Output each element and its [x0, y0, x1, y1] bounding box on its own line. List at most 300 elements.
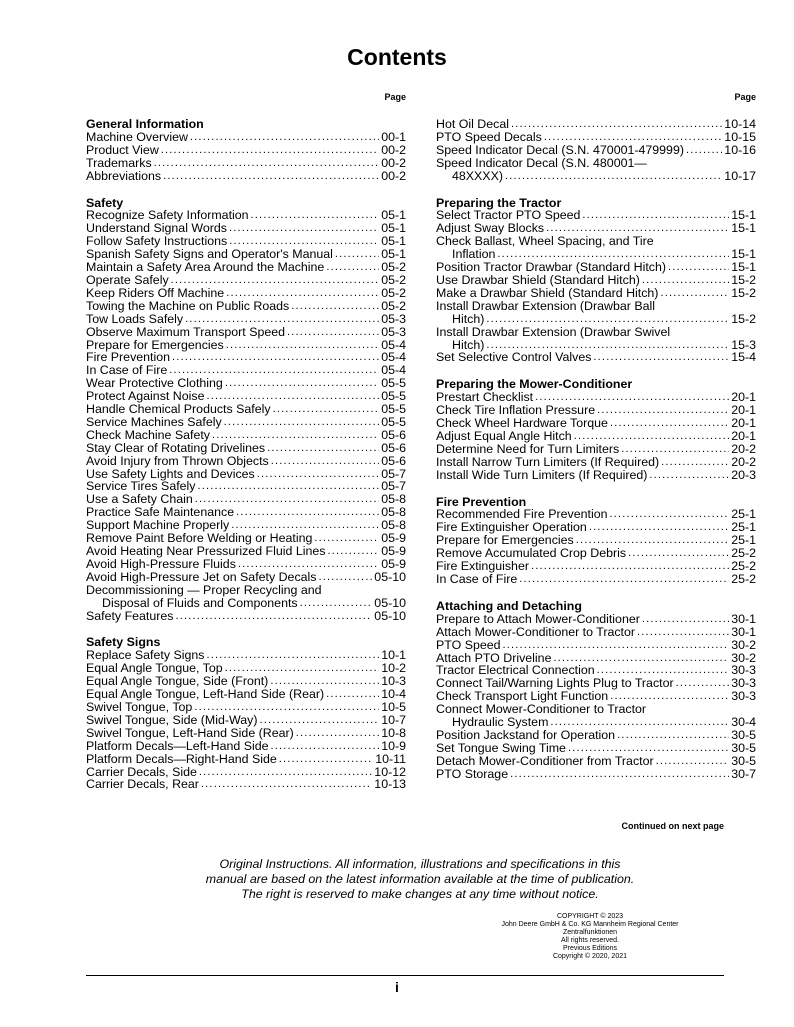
- entry-page: 20-1: [731, 403, 756, 418]
- entry-page: 30-7: [731, 766, 756, 781]
- entry-page: 10-14: [724, 117, 756, 131]
- toc-entry[interactable]: [436, 469, 756, 482]
- dot-leader: [251, 209, 380, 222]
- entry-title: Observe Maximum Transport Speed: [86, 324, 286, 339]
- entry-title: Adjust Sway Blocks: [436, 221, 545, 236]
- dot-leader: [642, 613, 729, 626]
- entry-page: 00-2: [381, 142, 406, 157]
- entry-title: Adjust Equal Angle Hitch: [436, 428, 572, 443]
- entry-page: 25-1: [731, 533, 756, 548]
- copyright-line: COPYRIGHT © 2023: [556, 913, 624, 920]
- entry-page: 20-2: [731, 454, 756, 469]
- toc-entry[interactable]: [86, 131, 406, 144]
- dot-leader: [319, 571, 373, 584]
- entry-title: Check Ballast, Wheel Spacing, and Tire: [436, 234, 654, 249]
- toc-entry[interactable]: [86, 571, 406, 584]
- dot-leader: [617, 729, 729, 742]
- entry-page: 05-4: [381, 350, 406, 365]
- entry-page: 10-16: [724, 142, 756, 157]
- dot-leader: [238, 558, 379, 571]
- entry-page: 00-2: [381, 168, 406, 183]
- entry-title: Platform Decals—Right-Hand Side: [86, 751, 277, 766]
- entry-title: Install Drawbar Extension (Drawbar Ball: [436, 298, 655, 313]
- dot-leader: [637, 626, 729, 639]
- entry-page: 15-1: [731, 260, 756, 275]
- dot-leader: [226, 339, 379, 352]
- entry-title: Carrier Decals, Side: [86, 764, 197, 779]
- entry-page: 05-2: [381, 298, 406, 313]
- entry-title: Protect Against Noise: [86, 389, 205, 404]
- entry-page: 30-2: [731, 637, 756, 652]
- entry-page: 10-5: [381, 699, 406, 714]
- entry-title: Set Selective Control Valves: [436, 350, 592, 365]
- toc-entry[interactable]: [86, 429, 406, 442]
- entry-title: Check Wheel Hardware Torque: [436, 416, 608, 431]
- dot-leader: [582, 209, 729, 222]
- entry-page: 05-9: [381, 544, 406, 558]
- entry-page: 05-3: [381, 324, 406, 339]
- entry-title: Make a Drawbar Shield (Standard Hitch): [436, 285, 659, 300]
- entry-page: 15-1: [731, 221, 756, 236]
- entry-page: 10-3: [381, 674, 406, 689]
- dot-leader: [686, 144, 722, 157]
- entry-title: Speed Indicator Decal (S.N. 480001—: [436, 155, 647, 170]
- entry-page: 30-5: [731, 753, 756, 768]
- toc-section: [436, 496, 756, 586]
- toc-entry[interactable]: [436, 144, 756, 157]
- dot-leader: [642, 274, 729, 287]
- entry-title: Use Safety Lights and Devices: [86, 466, 255, 481]
- entry-title: Spanish Safety Signs and Operator's Manual: [86, 247, 333, 262]
- dot-leader: [610, 417, 729, 430]
- dot-leader: [326, 261, 379, 274]
- entry-page: 05-5: [381, 402, 406, 417]
- entry-page: 10-2: [381, 661, 406, 676]
- entry-title: Trademarks: [86, 155, 152, 170]
- toc-entry[interactable]: [436, 742, 756, 755]
- entry-title: Remove Accumulated Crop Debris: [436, 546, 627, 561]
- copyright-line: All rights reserved.: [561, 937, 619, 944]
- toc-entry[interactable]: [436, 274, 756, 287]
- dot-leader: [660, 287, 729, 300]
- entry-page: 05-2: [381, 260, 406, 275]
- entry-page: 15-1: [731, 208, 756, 223]
- dot-leader: [597, 404, 729, 417]
- dot-leader: [171, 274, 380, 287]
- entry-title: PTO Speed Decals: [436, 129, 542, 144]
- toc-section: [86, 636, 406, 791]
- entry-page: 25-1: [731, 507, 756, 522]
- toc-entry[interactable]: [86, 455, 406, 468]
- entry-title: 48XXXX): [452, 168, 503, 183]
- dot-leader: [194, 701, 379, 714]
- dot-leader: [161, 144, 379, 157]
- toc-entry[interactable]: [86, 170, 406, 183]
- entry-page: 05-7: [381, 479, 406, 494]
- section-heading: Preparing the Mower-Conditioner: [436, 377, 633, 392]
- toc-entry[interactable]: [86, 558, 406, 571]
- entry-title: Stay Clear of Rotating Drivelines: [86, 440, 266, 455]
- dot-leader: [503, 639, 730, 652]
- entry-page: 30-2: [731, 650, 756, 665]
- entry-page: 25-2: [731, 559, 756, 574]
- dot-leader: [287, 326, 379, 339]
- entry-title: Attach PTO Driveline: [436, 650, 552, 665]
- copyright-line: Copyright © 2020, 2021: [552, 953, 628, 960]
- entry-title-continued: [436, 313, 756, 326]
- entry-title: Decommissioning — Proper Recycling and: [86, 582, 322, 597]
- entry-page: 05-10: [374, 595, 406, 610]
- entry-page: 10-1: [381, 648, 406, 663]
- entry-page: 20-1: [731, 416, 756, 431]
- entry-page: 20-1: [731, 390, 756, 405]
- toc-left-column: [86, 92, 406, 805]
- toc-section: [436, 600, 756, 781]
- dot-leader: [531, 560, 729, 573]
- toc-entry[interactable]: [86, 727, 406, 740]
- dot-leader: [198, 480, 380, 493]
- entry-title: Speed Indicator Decal (S.N. 470001-479999): [436, 142, 684, 157]
- dot-leader: [511, 118, 722, 131]
- dot-leader: [206, 649, 379, 662]
- entry-page: 15-2: [731, 311, 756, 326]
- toc-entry[interactable]: [86, 442, 406, 455]
- entry-page: 05-8: [381, 518, 406, 533]
- entry-title: Connect Mower-Conditioner to Tractor: [436, 702, 647, 717]
- toc-entry[interactable]: [436, 639, 756, 652]
- toc-entry[interactable]: [86, 701, 406, 714]
- entry-page: 05-10: [374, 569, 406, 584]
- page-title: Contents: [347, 44, 447, 70]
- entry-title: Tractor Electrical Connection: [436, 663, 595, 678]
- entry-title: Service Tires Safely: [86, 479, 196, 494]
- dot-leader: [486, 313, 729, 326]
- entry-page: 15-2: [731, 285, 756, 300]
- dot-leader: [225, 377, 379, 390]
- toc-entry[interactable]: [436, 613, 756, 626]
- entry-title: Equal Angle Tongue, Left-Hand Side (Rear): [86, 687, 325, 702]
- entry-title: Equal Angle Tongue, Top: [86, 661, 223, 676]
- entry-title-continued: [436, 170, 756, 183]
- entry-page: 15-3: [731, 337, 756, 352]
- dot-leader: [621, 443, 729, 456]
- dot-leader: [544, 131, 722, 144]
- toc-entry[interactable]: [436, 626, 756, 639]
- toc-entry[interactable]: [86, 753, 406, 766]
- entry-page: 00-2: [381, 155, 406, 170]
- entry-title: Set Tongue Swing Time: [436, 740, 566, 755]
- toc-entry[interactable]: [436, 703, 756, 729]
- entry-title: Check Transport Light Function: [436, 689, 609, 704]
- entry-title: Swivel Tongue, Left-Hand Side (Rear): [86, 725, 294, 740]
- entry-page: 05-9: [381, 531, 406, 546]
- entry-page: 10-12: [374, 764, 406, 779]
- entry-page: 05-1: [381, 234, 406, 249]
- dot-leader: [589, 521, 729, 534]
- toc-entry[interactable]: [86, 300, 406, 313]
- entry-page: 05-2: [381, 285, 406, 300]
- entry-title: Prepare for Emergencies: [86, 337, 224, 352]
- entry-page: 05-6: [381, 427, 406, 442]
- entry-title: Connect Tail/Warning Lights Plug to Tractor: [436, 676, 674, 691]
- footer-rule: [86, 975, 724, 976]
- toc-entry[interactable]: [436, 287, 756, 300]
- section-heading: Preparing the Tractor: [436, 195, 562, 210]
- entry-title: Avoid High-Pressure Jet on Safety Decals: [86, 569, 317, 584]
- dot-leader: [610, 508, 730, 521]
- toc-entry[interactable]: [86, 714, 406, 727]
- disclaimer: [150, 857, 690, 902]
- section-heading: General Information: [86, 117, 204, 131]
- entry-title: Operate Safely: [86, 272, 169, 287]
- entry-page: 05-1: [381, 247, 406, 262]
- entry-title: Towing the Machine on Public Roads: [86, 298, 290, 313]
- dot-leader: [296, 727, 379, 740]
- entry-page: 05-3: [381, 311, 406, 326]
- toc-entry[interactable]: [86, 313, 406, 326]
- entry-page: 30-4: [731, 715, 756, 730]
- entry-page: 30-5: [731, 740, 756, 755]
- entry-title: Service Machines Safely: [86, 414, 222, 429]
- entry-title: Wear Protective Clothing: [86, 376, 223, 391]
- toc-entry[interactable]: [436, 118, 756, 131]
- entry-title: Machine Overview: [86, 129, 188, 144]
- toc-entry[interactable]: [436, 768, 756, 781]
- entry-page: 30-1: [731, 624, 756, 639]
- toc-entry[interactable]: [436, 573, 756, 586]
- dot-leader: [190, 131, 379, 144]
- toc-entry[interactable]: [436, 157, 756, 183]
- toc-entry[interactable]: [86, 584, 406, 610]
- entry-title: Recognize Safety Information: [86, 208, 249, 223]
- dot-leader: [273, 403, 380, 416]
- toc-section: [436, 118, 756, 183]
- toc-entry[interactable]: [436, 300, 756, 326]
- toc-entry[interactable]: [86, 778, 406, 791]
- entry-title: Support Machine Properly: [86, 518, 230, 533]
- entry-title: Avoid High-Pressure Fluids: [86, 556, 236, 571]
- entry-title: Select Tractor PTO Speed: [436, 208, 581, 223]
- toc-entry[interactable]: [436, 235, 756, 261]
- entry-title: Fire Extinguisher Operation: [436, 520, 587, 535]
- entry-title: PTO Storage: [436, 766, 509, 781]
- entry-title: Handle Chemical Products Safely: [86, 402, 271, 417]
- toc-entry[interactable]: [86, 740, 406, 753]
- toc-entry[interactable]: [436, 417, 756, 430]
- entry-title: Recommended Fire Prevention: [436, 507, 608, 522]
- disclaimer-line: Original Instructions. All information, illustrations and specifications in this: [219, 857, 621, 871]
- entry-page: 05-4: [381, 363, 406, 378]
- dot-leader: [649, 469, 729, 482]
- entry-title: Detach Mower-Conditioner from Tractor: [436, 753, 654, 768]
- dot-leader: [656, 755, 730, 768]
- entry-title: Replace Safety Signs: [86, 648, 205, 663]
- entry-page: 05-4: [381, 337, 406, 352]
- entry-title: Hydraulic System: [452, 715, 549, 730]
- entry-page: 30-5: [731, 727, 756, 742]
- entry-title: Disposal of Fluids and Components: [102, 595, 298, 610]
- dot-leader: [175, 610, 372, 623]
- page-column-header: Page: [734, 92, 756, 102]
- dot-leader: [326, 688, 379, 701]
- page-number: i: [395, 979, 399, 995]
- entry-title: Position Tractor Drawbar (Standard Hitch): [436, 260, 667, 275]
- entry-title: Product View: [86, 142, 159, 157]
- entry-title: Platform Decals—Left-Hand Side: [86, 738, 269, 753]
- section-heading: Safety Signs: [86, 635, 161, 650]
- toc-entry[interactable]: [436, 326, 756, 352]
- copyright-block: [470, 913, 710, 961]
- entry-page: 15-1: [731, 247, 756, 262]
- dot-leader: [668, 261, 729, 274]
- entry-page: 10-7: [381, 712, 406, 727]
- dot-leader: [593, 351, 729, 364]
- entry-title: Prepare to Attach Mower-Conditioner: [436, 611, 640, 626]
- entry-title: Determine Need for Turn Limiters: [436, 441, 620, 456]
- toc-section: [436, 378, 756, 481]
- dot-leader: [185, 313, 379, 326]
- entry-page: 05-2: [381, 272, 406, 287]
- entry-page: 05-5: [381, 389, 406, 404]
- entry-page: 20-2: [731, 441, 756, 456]
- dot-leader: [279, 753, 373, 766]
- entry-title: Swivel Tongue, Top: [86, 699, 193, 714]
- dot-leader: [300, 597, 373, 610]
- dot-leader: [172, 351, 379, 364]
- section-heading: Fire Prevention: [436, 494, 527, 509]
- entry-title: Avoid Injury from Thrown Objects: [86, 453, 269, 468]
- toc-entry[interactable]: [86, 274, 406, 287]
- entry-page: 25-1: [731, 520, 756, 535]
- entry-page: 05-1: [381, 208, 406, 223]
- toc-entry[interactable]: [436, 729, 756, 742]
- entry-title: In Case of Fire: [86, 363, 168, 378]
- entry-page: 05-8: [381, 505, 406, 520]
- entry-title: Remove Paint Before Welding or Heating: [86, 531, 313, 546]
- dot-leader: [163, 170, 379, 183]
- entry-title: Safety Features: [86, 608, 174, 623]
- entry-page: 05-8: [381, 492, 406, 507]
- entry-title: Swivel Tongue, Side (Mid-Way): [86, 712, 258, 727]
- entry-page: 05-9: [381, 556, 406, 571]
- toc-entry[interactable]: [436, 351, 756, 364]
- entry-page: 15-2: [731, 272, 756, 287]
- dot-leader: [661, 456, 729, 469]
- entry-title: Position Jackstand for Operation: [436, 727, 616, 742]
- section-heading: Attaching and Detaching: [436, 598, 582, 613]
- entry-title: Use Drawbar Shield (Standard Hitch): [436, 272, 640, 287]
- dot-leader: [212, 429, 379, 442]
- dot-leader: [574, 430, 729, 443]
- disclaimer-line: The right is reserved to make changes at any time without notice.: [241, 887, 599, 901]
- entry-page: 10-11: [375, 751, 406, 766]
- dot-leader: [335, 248, 379, 261]
- entry-title: Hitch): [452, 311, 485, 326]
- toc-entry[interactable]: [436, 443, 756, 456]
- disclaimer-line: manual are based on the latest information available at the time of publication.: [205, 872, 635, 886]
- entry-title: Prestart Checklist: [436, 390, 534, 405]
- entry-title: Hot Oil Decal: [436, 117, 509, 131]
- entry-page: 05-5: [381, 414, 406, 429]
- entry-page: 25-2: [731, 572, 756, 586]
- entry-title: Fire Prevention: [86, 350, 171, 365]
- entry-title: Check Tire Inflation Pressure: [436, 403, 596, 418]
- dot-leader: [676, 677, 730, 690]
- toc-entry[interactable]: [86, 326, 406, 339]
- entry-title: Maintain a Safety Area Around the Machine: [86, 260, 325, 275]
- toc-entry[interactable]: [86, 416, 406, 429]
- toc-entry[interactable]: [436, 456, 756, 469]
- copyright-line: John Deere GmbH & Co. KG Mannheim Regional Center: [501, 921, 679, 928]
- entry-title: Keep Riders Off Machine: [86, 285, 225, 300]
- entry-page: 30-3: [731, 676, 756, 691]
- entry-title: Attach Mower-Conditioner to Tractor: [436, 624, 636, 639]
- dot-leader: [259, 714, 379, 727]
- toc-entry[interactable]: [436, 430, 756, 443]
- entry-page: 00-1: [381, 129, 406, 144]
- toc-entry[interactable]: [86, 545, 406, 558]
- entry-page: 30-3: [731, 663, 756, 678]
- dot-leader: [327, 545, 379, 558]
- section-heading: Safety: [86, 195, 124, 210]
- entry-title: Install Wide Turn Limiters (If Required): [436, 467, 648, 482]
- dot-leader: [201, 778, 372, 791]
- toc-entry[interactable]: [436, 131, 756, 144]
- toc-entry[interactable]: [86, 144, 406, 157]
- dot-leader: [229, 222, 379, 235]
- dot-leader: [628, 547, 729, 560]
- toc-entry[interactable]: [86, 157, 406, 170]
- toc-entry[interactable]: [86, 610, 406, 623]
- continued-note: Continued on next page: [621, 821, 724, 831]
- entry-page: 10-8: [381, 725, 406, 740]
- dot-leader: [505, 170, 722, 183]
- dot-leader: [236, 506, 379, 519]
- entry-title-continued: [86, 597, 406, 610]
- toc-entry[interactable]: [86, 287, 406, 300]
- dot-leader: [224, 416, 380, 429]
- dot-leader: [199, 766, 372, 779]
- entry-page: 05-10: [374, 608, 406, 623]
- toc-entry[interactable]: [86, 403, 406, 416]
- dot-leader: [568, 742, 729, 755]
- entry-page: 10-9: [381, 738, 406, 753]
- entry-page: 20-3: [731, 467, 756, 482]
- entry-page: 15-4: [731, 350, 756, 365]
- entry-page: 30-3: [731, 689, 756, 704]
- dot-leader: [226, 287, 379, 300]
- entry-title: Avoid Heating Near Pressurized Fluid Lines: [86, 544, 326, 558]
- dot-leader: [510, 768, 729, 781]
- entry-title: Follow Safety Instructions: [86, 234, 228, 249]
- entry-page: 20-1: [731, 428, 756, 443]
- dot-leader: [291, 300, 379, 313]
- entry-page: 10-13: [374, 777, 406, 792]
- entry-page: 10-17: [724, 168, 756, 183]
- entry-page: 05-1: [381, 221, 406, 236]
- entry-page: 05-6: [381, 453, 406, 468]
- entry-page: 10-15: [724, 129, 756, 144]
- dot-leader: [154, 157, 380, 170]
- dot-leader: [271, 455, 379, 468]
- entry-title: Prepare for Emergencies: [436, 533, 574, 548]
- entry-title: Equal Angle Tongue, Side (Front): [86, 674, 269, 689]
- toc-right-column: [436, 92, 756, 795]
- copyright-line: Previous Editions: [562, 945, 618, 952]
- entry-page: 05-7: [381, 466, 406, 481]
- entry-title: Install Drawbar Extension (Drawbar Swivel: [436, 324, 671, 339]
- toc-entry[interactable]: [436, 755, 756, 768]
